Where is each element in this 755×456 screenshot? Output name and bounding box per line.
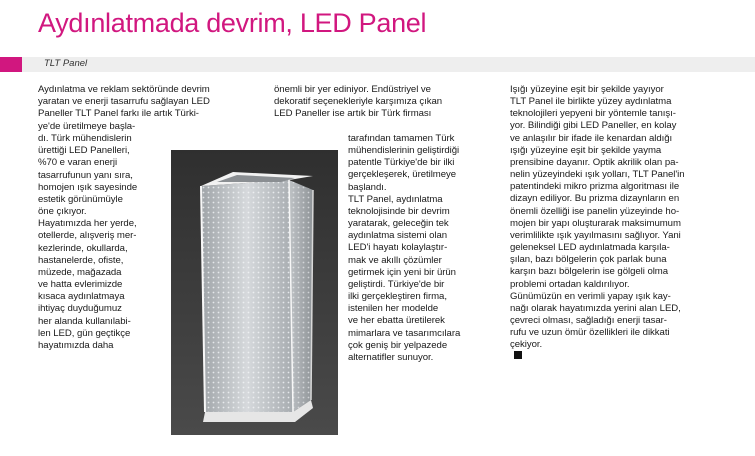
text-line: mak ve akıllı çözümler xyxy=(348,254,442,266)
text-line: yaratan ve enerji tasarrufu sağlayan LED xyxy=(38,96,210,108)
text-line: problemi ortadan kaldırılıyor. xyxy=(510,278,630,290)
text-line: TLT Panel ile birlikte yüzey aydınlatma xyxy=(510,96,672,108)
text-line: başlandı. xyxy=(348,181,387,193)
section-tag: TLT Panel xyxy=(44,58,88,69)
text-line: mimarlara ve tasarımcılara xyxy=(348,327,461,339)
text-line: öne çıkıyor. xyxy=(38,206,87,218)
text-line: tarafından tamamen Türk xyxy=(348,133,455,144)
text-line: estetik görünümüyle xyxy=(38,193,123,205)
text-line: kısaca aydınlatmaya xyxy=(38,291,125,303)
text-line: verimlilikte ışık yayılmasını sağlıyor. Yani xyxy=(510,229,681,241)
text-line: teknolojileri yepyeni bir yöntemle tanışı- xyxy=(510,108,676,120)
text-line: ye'de üretilmeye başla- xyxy=(38,121,136,132)
text-line: önemli bir yer ediniyor. Endüstriyel ve xyxy=(274,84,431,95)
text-line: dekoratif seçenekleriyle karşımıza çıkan xyxy=(274,96,443,108)
text-line: geleneksel LED aydınlatmada karşıla- xyxy=(510,242,670,254)
text-line: %70 e varan enerji xyxy=(38,157,118,169)
text-line: nelin yüzeyindeki ışık yolları, TLT Panel'in xyxy=(510,169,685,181)
article-end-mark xyxy=(514,351,522,359)
text-line: rufu ve uzun ömür özellikleri ile dikkati xyxy=(510,327,670,339)
col3-paragraph xyxy=(510,84,685,359)
text-line: patentle Türkiye'de bir ilki xyxy=(348,157,455,169)
text-line: çok geniş bir yelpazede xyxy=(348,339,448,351)
text-line: çevreci olması, sağladığı enerji tasar- xyxy=(510,314,667,326)
text-line: mühendislerinin geliştirdiği xyxy=(348,145,460,157)
text-line: dizayn ediliyor. Bu prizma dizaynların en xyxy=(510,193,680,205)
text-line: şılan, bazı bölgelerin çok parlak buna xyxy=(510,254,667,266)
text-line: TLT Panel, aydınlatma xyxy=(348,193,443,205)
text-line: LED'i hayatı kolaylaştır- xyxy=(348,242,448,254)
text-line: hastanelerde, ofiste, xyxy=(38,254,124,266)
text-line xyxy=(510,339,685,359)
text-line: her alanda kullanılabi- xyxy=(38,315,131,327)
led-panel-photo xyxy=(171,150,338,435)
text-line: karşın bazı bölgelerin ise gölgeli olma xyxy=(510,266,669,278)
text-line: gerçekleşerek, üretilmeye xyxy=(348,169,457,181)
article-headline: Aydınlatmada devrim, LED Panel xyxy=(38,8,427,38)
text-line: geliştirdi. Türkiye'de bir xyxy=(348,278,445,290)
text-line: Günümüzün en verimli yapay ışık kay- xyxy=(510,290,671,302)
text-line: Işığı yüzeyine eşit bir şekilde yayıyor xyxy=(510,84,664,95)
text-line: ihtiyaç duyduğumuz xyxy=(38,303,122,315)
text-line: teknolojisinde bir devrim xyxy=(348,205,450,217)
led-panel-illustration xyxy=(171,150,338,435)
text-line: alternatifler sunuyor. xyxy=(348,351,434,363)
text-line: Hayatımızda her yerde, xyxy=(38,218,137,230)
text-line: Paneller TLT Panel farkı ile artık Türki- xyxy=(38,108,199,120)
text-line: ilki gerçekleştiren firma, xyxy=(348,291,447,303)
text-line: önemli özelliği ise panelin yüzeyinde ho- xyxy=(510,205,680,217)
section-accent-bar xyxy=(0,57,22,72)
text-line: ürettiği LED Panelleri, xyxy=(38,145,130,157)
text-line: ışığı yüzeyine eşit bir şekilde yayma xyxy=(510,144,662,156)
col1-wrap-paragraph xyxy=(38,121,137,352)
text-line: otellerde, alışveriş mer- xyxy=(38,230,137,242)
text-line: kezlerinde, okullarda, xyxy=(38,242,128,254)
text-fragment: çekiyor. xyxy=(510,339,543,351)
text-line: LED Paneller ise artık bir Türk firması xyxy=(274,108,432,120)
text-line: prensibine dayanır. Optik akrilik olan pa- xyxy=(510,156,679,168)
text-line: tasarrufunun yanı sıra, xyxy=(38,169,133,181)
text-line: aydınlatma sistemi olan xyxy=(348,230,448,242)
text-line: ve her ebatta üretilerek xyxy=(348,315,445,327)
col2-top-paragraph xyxy=(274,84,442,120)
col2-wrap-paragraph xyxy=(348,133,460,364)
text-line: hayatımızda daha xyxy=(38,339,114,351)
text-line: patentindeki mikro prizma algoritması ile xyxy=(510,181,680,193)
text-line: istenilen her modelde xyxy=(348,303,439,315)
text-line: len LED, gün geçtikçe xyxy=(38,327,131,339)
text-line: yaratarak, geleceğin tek xyxy=(348,218,449,230)
text-line: mojen bir yapı oluşturarak maksimumum xyxy=(510,217,681,229)
text-line: getirmek için yeni bir ürün xyxy=(348,266,456,278)
text-line: ve hatta evlerimizde xyxy=(38,279,123,291)
col1-top-paragraph xyxy=(38,84,210,120)
text-line: müzede, mağazada xyxy=(38,266,122,278)
text-line: yor. Bilindiği gibi LED Paneller, en kolay xyxy=(510,120,677,132)
section-band xyxy=(0,57,755,72)
text-line: Aydınlatma ve reklam sektöründe devrim xyxy=(38,84,210,95)
text-line: ve anlaşılır bir ifade ile kenardan aldığı xyxy=(510,132,673,144)
text-line: nağı olarak hayatımızda yerini alan LED, xyxy=(510,302,681,314)
text-line: homojen ışık sayesinde xyxy=(38,181,138,193)
text-line: dı. Türk mühendislerin xyxy=(38,133,132,145)
